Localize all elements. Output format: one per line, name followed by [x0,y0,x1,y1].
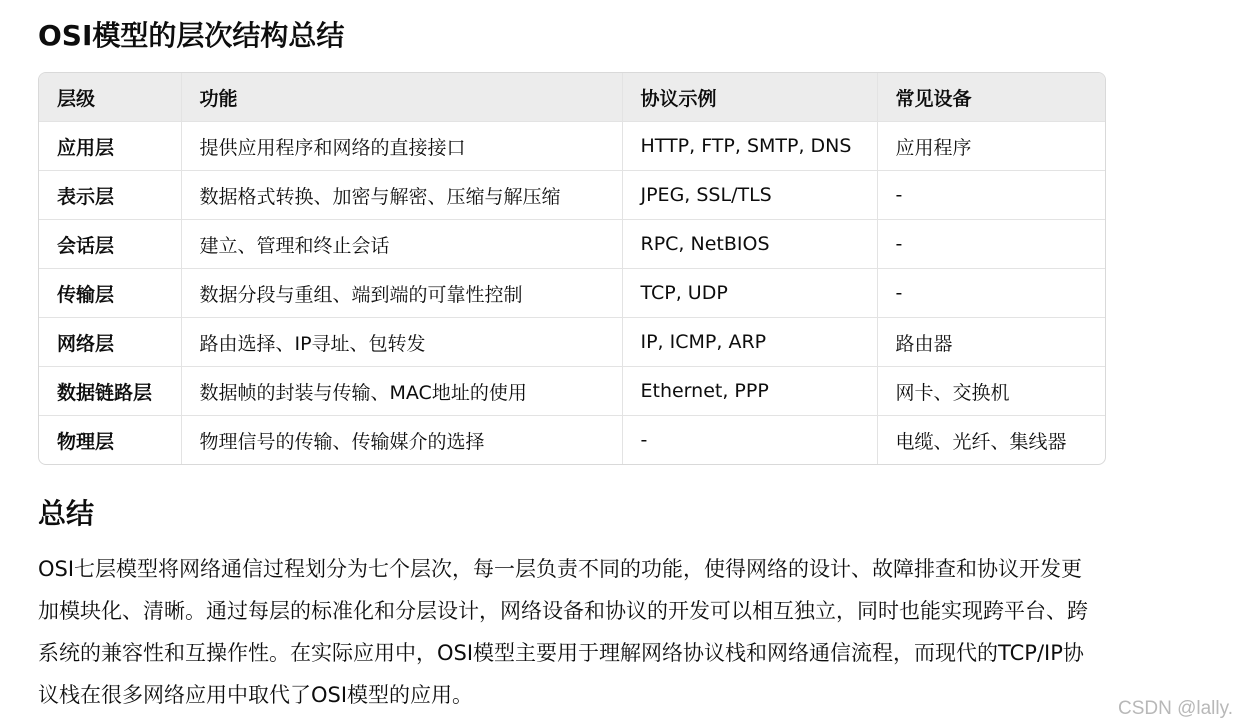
osi-table-container [38,72,1106,465]
cell-devices: 路由器 [877,318,1105,367]
table-row [39,367,1105,416]
cell-function: 数据帧的封装与传输、MAC地址的使用 [181,367,622,416]
cell-protocols: Ethernet, PPP [622,367,877,416]
cell-function: 数据格式转换、加密与解密、压缩与解压缩 [181,171,622,220]
cell-function: 提供应用程序和网络的直接接口 [181,122,622,171]
watermark-label: CSDN @lally. [1117,698,1233,719]
cell-protocols: IP, ICMP, ARP [622,318,877,367]
osi-layers-table [39,73,1105,464]
cell-layer: 物理层 [39,416,181,465]
cell-protocols: - [622,416,877,465]
cell-function: 物理信号的传输、传输媒介的选择 [181,416,622,465]
cell-protocols: TCP, UDP [622,269,877,318]
summary-heading: 总结 [38,497,95,530]
table-row [39,269,1105,318]
column-header-protocols: 协议示例 [622,73,877,122]
table-header-row [39,73,1105,122]
table-row [39,171,1105,220]
cell-devices: 应用程序 [877,122,1105,171]
column-header-function: 功能 [181,73,622,122]
cell-devices: - [877,220,1105,269]
table-row [39,220,1105,269]
cell-layer: 网络层 [39,318,181,367]
page-title: OSI模型的层次结构总结 [38,19,345,52]
table-row [39,416,1105,465]
cell-layer: 应用层 [39,122,181,171]
cell-layer: 表示层 [39,171,181,220]
cell-devices: - [877,171,1105,220]
cell-function: 路由选择、IP寻址、包转发 [181,318,622,367]
cell-devices: 网卡、交换机 [877,367,1105,416]
cell-layer: 数据链路层 [39,367,181,416]
column-header-layer: 层级 [39,73,181,122]
summary-paragraph: OSI七层模型将网络通信过程划分为七个层次，每一层负责不同的功能，使得网络的设计、故障排查和协议开发更加模块化、清晰。通过每层的标准化和分层设计，网络设备和协议的开发可以相互独立，同时也能实现跨平台、跨系统的兼容性和互操作性。在实际应用中，OSI模型主要用于理解网络协议栈和网络通信流程，而现代的TCP/IP协议栈在很多网络应用中取代了OSI模型的应用。 [38,557,1088,707]
cell-function: 数据分段与重组、端到端的可靠性控制 [181,269,622,318]
table-row [39,122,1105,171]
table-row [39,318,1105,367]
cell-function: 建立、管理和终止会话 [181,220,622,269]
cell-layer: 会话层 [39,220,181,269]
cell-devices: 电缆、光纤、集线器 [895,430,1067,453]
cell-protocols: RPC, NetBIOS [622,220,877,269]
column-header-devices: 常见设备 [877,73,1105,122]
cell-protocols: JPEG, SSL/TLS [622,171,877,220]
cell-layer: 传输层 [39,269,181,318]
cell-protocols: HTTP, FTP, SMTP, DNS [622,122,877,171]
cell-devices: - [877,269,1105,318]
